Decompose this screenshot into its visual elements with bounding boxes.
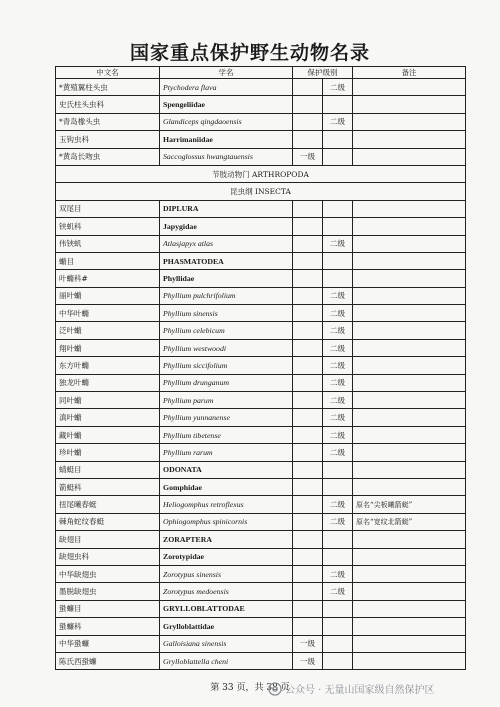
level-two-cell: 二级 <box>323 113 353 130</box>
chinese-name-cell: 翔叶䗛 <box>56 339 160 356</box>
species-row <box>56 392 466 409</box>
level-two-cell: 二级 <box>323 287 353 304</box>
remarks-cell <box>353 218 466 235</box>
section-row <box>56 165 466 182</box>
remarks-cell <box>353 131 466 148</box>
remarks-cell <box>353 252 466 269</box>
protected-species-table <box>55 66 466 670</box>
remarks-cell <box>353 444 466 461</box>
family-row <box>56 218 466 235</box>
level-one-cell: 一级 <box>293 148 323 165</box>
chinese-name-cell: 中华叶䗛 <box>56 305 160 322</box>
family-row <box>56 618 466 635</box>
level-two-cell: 二级 <box>323 339 353 356</box>
species-row <box>56 235 466 252</box>
family-row <box>56 270 466 287</box>
level-one-cell <box>293 305 323 322</box>
level-two-cell: 二级 <box>323 565 353 582</box>
remarks-cell <box>353 357 466 374</box>
remarks-cell <box>353 478 466 495</box>
order-row <box>56 200 466 217</box>
scientific-name-cell: PHASMATODEA <box>160 252 293 269</box>
scientific-name-cell: Galloisiana sinensis <box>160 635 293 652</box>
chinese-name-cell: *黄岛长吻虫 <box>56 148 160 165</box>
scientific-name-cell: Phyllium drunganum <box>160 374 293 391</box>
level-one-cell <box>293 96 323 113</box>
scientific-name-cell: Gomphidae <box>160 478 293 495</box>
species-row <box>56 339 466 356</box>
remarks-cell <box>353 113 466 130</box>
remarks-cell <box>353 652 466 669</box>
level-two-cell: 二级 <box>323 374 353 391</box>
remarks-cell <box>353 618 466 635</box>
chinese-name-cell: 藏叶䗛 <box>56 426 160 443</box>
chinese-name-cell: 蛩蠊目 <box>56 600 160 617</box>
scientific-name-cell: Ophiogomphus spinicornis <box>160 513 293 530</box>
order-row <box>56 461 466 478</box>
level-two-cell: 二级 <box>323 426 353 443</box>
remarks-cell: 原名“宽纹北箭蜓” <box>353 513 466 530</box>
level-one-cell <box>293 496 323 513</box>
level-two-cell <box>323 548 353 565</box>
level-two-cell <box>323 148 353 165</box>
scientific-name-cell: Phyllium sinensis <box>160 305 293 322</box>
species-row <box>56 305 466 322</box>
header-scientific-name: 学名 <box>160 67 293 79</box>
level-one-cell: 一级 <box>293 652 323 669</box>
chinese-name-cell: 独龙叶䗛 <box>56 374 160 391</box>
level-two-cell <box>323 270 353 287</box>
level-one-cell: 一级 <box>293 635 323 652</box>
remarks-cell <box>353 635 466 652</box>
remarks-cell <box>353 287 466 304</box>
header-protection-level: 保护级别 <box>293 67 353 79</box>
chinese-name-cell: 叶䗛科# <box>56 270 160 287</box>
remarks-cell <box>353 322 466 339</box>
remarks-cell <box>353 548 466 565</box>
remarks-cell <box>353 565 466 582</box>
level-one-cell <box>293 548 323 565</box>
family-row <box>56 548 466 565</box>
scientific-name-cell: ODONATA <box>160 461 293 478</box>
species-row <box>56 409 466 426</box>
species-row <box>56 79 466 96</box>
scientific-name-cell: Glandiceps qingdaoensis <box>160 113 293 130</box>
level-two-cell <box>323 478 353 495</box>
chinese-name-cell: 丽叶䗛 <box>56 287 160 304</box>
scientific-name-cell: DIPLURA <box>160 200 293 217</box>
level-one-cell <box>293 513 323 530</box>
species-row <box>56 374 466 391</box>
chinese-name-cell: 双尾目 <box>56 200 160 217</box>
scientific-name-cell: Phyllium pulchrifolium <box>160 287 293 304</box>
level-one-cell <box>293 322 323 339</box>
scientific-name-cell: Phyllidae <box>160 270 293 287</box>
chinese-name-cell: 珍叶䗛 <box>56 444 160 461</box>
level-one-cell <box>293 218 323 235</box>
chinese-name-cell: 蛩蠊科 <box>56 618 160 635</box>
level-two-cell: 二级 <box>323 357 353 374</box>
chinese-name-cell: 铗虮科 <box>56 218 160 235</box>
level-two-cell: 二级 <box>323 392 353 409</box>
watermark-text: 公众号 · 无量山国家级自然保护区 <box>285 685 435 696</box>
family-row <box>56 131 466 148</box>
level-one-cell <box>293 444 323 461</box>
remarks-cell <box>353 461 466 478</box>
scientific-name-cell: Zorotypidae <box>160 548 293 565</box>
level-two-cell <box>323 96 353 113</box>
species-row <box>56 565 466 582</box>
chinese-name-cell: 史氏柱头虫科 <box>56 96 160 113</box>
level-two-cell <box>323 200 353 217</box>
level-two-cell: 二级 <box>323 409 353 426</box>
level-one-cell <box>293 79 323 96</box>
remarks-cell <box>353 148 466 165</box>
species-row <box>56 444 466 461</box>
level-one-cell <box>293 113 323 130</box>
remarks-cell <box>353 305 466 322</box>
level-one-cell <box>293 461 323 478</box>
remarks-cell <box>353 531 466 548</box>
level-one-cell <box>293 339 323 356</box>
scientific-name-cell: Grylloblattella cheni <box>160 652 293 669</box>
level-two-cell: 二级 <box>323 79 353 96</box>
level-one-cell <box>293 270 323 287</box>
section-row <box>56 183 466 200</box>
level-two-cell <box>323 461 353 478</box>
scientific-name-cell: Japygidae <box>160 218 293 235</box>
remarks-cell <box>353 339 466 356</box>
remarks-cell <box>353 374 466 391</box>
scientific-name-cell: Phyllium celebicum <box>160 322 293 339</box>
level-two-cell: 二级 <box>323 496 353 513</box>
family-row <box>56 478 466 495</box>
remarks-cell <box>353 96 466 113</box>
header-remarks: 备注 <box>353 67 466 79</box>
species-row <box>56 513 466 530</box>
remarks-cell <box>353 583 466 600</box>
chinese-name-cell: 缺翅虫科 <box>56 548 160 565</box>
chinese-name-cell: 伟铗虮 <box>56 235 160 252</box>
chinese-name-cell: 缺翅目 <box>56 531 160 548</box>
species-row <box>56 322 466 339</box>
chinese-name-cell: 同叶䗛 <box>56 392 160 409</box>
chinese-name-cell: 墨脱缺翅虫 <box>56 583 160 600</box>
species-row <box>56 287 466 304</box>
level-one-cell <box>293 252 323 269</box>
scientific-name-cell: Phyllium tibetense <box>160 426 293 443</box>
level-two-cell <box>323 600 353 617</box>
level-one-cell <box>293 409 323 426</box>
level-one-cell <box>293 287 323 304</box>
header-chinese-name: 中文名 <box>56 67 160 79</box>
remarks-cell: 原名“尖板曦箭蜓” <box>353 496 466 513</box>
scientific-name-cell: Zorotypus sinensis <box>160 565 293 582</box>
scientific-name-cell: Phyllium parum <box>160 392 293 409</box>
level-two-cell: 二级 <box>323 305 353 322</box>
level-two-cell <box>323 531 353 548</box>
chinese-name-cell: 玉钩虫科 <box>56 131 160 148</box>
level-two-cell <box>323 652 353 669</box>
level-two-cell: 二级 <box>323 444 353 461</box>
level-two-cell <box>323 218 353 235</box>
species-row <box>56 583 466 600</box>
species-row <box>56 113 466 130</box>
scientific-name-cell: Heliogomphus retroflexus <box>160 496 293 513</box>
chinese-name-cell: 泛叶䗛 <box>56 322 160 339</box>
remarks-cell <box>353 409 466 426</box>
watermark <box>268 681 435 696</box>
level-one-cell <box>293 583 323 600</box>
level-one-cell <box>293 426 323 443</box>
level-one-cell <box>293 531 323 548</box>
chinese-name-cell: 陈氏西蛩蠊 <box>56 652 160 669</box>
level-two-cell: 二级 <box>323 235 353 252</box>
chinese-name-cell: 东方叶䗛 <box>56 357 160 374</box>
chinese-name-cell: *黄殖翼柱头虫 <box>56 79 160 96</box>
wechat-public-account-icon <box>268 682 282 696</box>
level-two-cell: 二级 <box>323 513 353 530</box>
chinese-name-cell: 箭蜓科 <box>56 478 160 495</box>
species-row <box>56 426 466 443</box>
chinese-name-cell: 蜻蜓目 <box>56 461 160 478</box>
level-one-cell <box>293 478 323 495</box>
species-row <box>56 357 466 374</box>
scientific-name-cell: Phyllium rarum <box>160 444 293 461</box>
level-one-cell <box>293 200 323 217</box>
level-one-cell <box>293 131 323 148</box>
scientific-name-cell: Ptychodera flava <box>160 79 293 96</box>
chinese-name-cell: *青岛橡头虫 <box>56 113 160 130</box>
remarks-cell <box>353 235 466 252</box>
table-header-row <box>56 67 466 79</box>
scientific-name-cell: Harrimaniidae <box>160 131 293 148</box>
remarks-cell <box>353 392 466 409</box>
table-body <box>56 79 466 670</box>
order-row <box>56 252 466 269</box>
chinese-name-cell: 滇叶䗛 <box>56 409 160 426</box>
chinese-name-cell: 扭尾曦春蜓 <box>56 496 160 513</box>
chinese-name-cell: 中华蛩蠊 <box>56 635 160 652</box>
chinese-name-cell: 中华缺翅虫 <box>56 565 160 582</box>
level-two-cell: 二级 <box>323 583 353 600</box>
remarks-cell <box>353 426 466 443</box>
level-one-cell <box>293 565 323 582</box>
level-two-cell <box>323 252 353 269</box>
order-row <box>56 531 466 548</box>
section-heading: 昆虫纲 INSECTA <box>56 183 466 200</box>
level-two-cell <box>323 131 353 148</box>
species-row <box>56 652 466 669</box>
section-heading: 节肢动物门 ARTHROPODA <box>56 165 466 182</box>
species-row <box>56 496 466 513</box>
level-two-cell <box>323 618 353 635</box>
scientific-name-cell: Grylloblattidae <box>160 618 293 635</box>
chinese-name-cell: 䗛目 <box>56 252 160 269</box>
scientific-name-cell: Phyllium westwoodi <box>160 339 293 356</box>
level-one-cell <box>293 235 323 252</box>
remarks-cell <box>353 79 466 96</box>
remarks-cell <box>353 200 466 217</box>
remarks-cell <box>353 270 466 287</box>
scientific-name-cell: Saccoglossus hwangtauensis <box>160 148 293 165</box>
chinese-name-cell: 棘角蛇纹春蜓 <box>56 513 160 530</box>
order-row <box>56 600 466 617</box>
level-one-cell <box>293 357 323 374</box>
scientific-name-cell: ZORAPTERA <box>160 531 293 548</box>
level-one-cell <box>293 618 323 635</box>
scientific-name-cell: Spengeliidae <box>160 96 293 113</box>
scientific-name-cell: Phyllium yunnanense <box>160 409 293 426</box>
remarks-cell <box>353 600 466 617</box>
species-row <box>56 148 466 165</box>
scientific-name-cell: GRYLLOBLATTODAE <box>160 600 293 617</box>
scientific-name-cell: Atlasjapyx atlas <box>160 235 293 252</box>
level-two-cell <box>323 635 353 652</box>
page-footer: 第 33 页，共 38 页 <box>210 683 290 693</box>
page-title: 国家重点保护野生动物名录 <box>129 42 370 64</box>
scientific-name-cell: Zorotypus medoensis <box>160 583 293 600</box>
level-one-cell <box>293 600 323 617</box>
species-row <box>56 635 466 652</box>
level-one-cell <box>293 374 323 391</box>
family-row <box>56 96 466 113</box>
scientific-name-cell: Phyllium siccifolium <box>160 357 293 374</box>
level-two-cell: 二级 <box>323 322 353 339</box>
level-one-cell <box>293 392 323 409</box>
